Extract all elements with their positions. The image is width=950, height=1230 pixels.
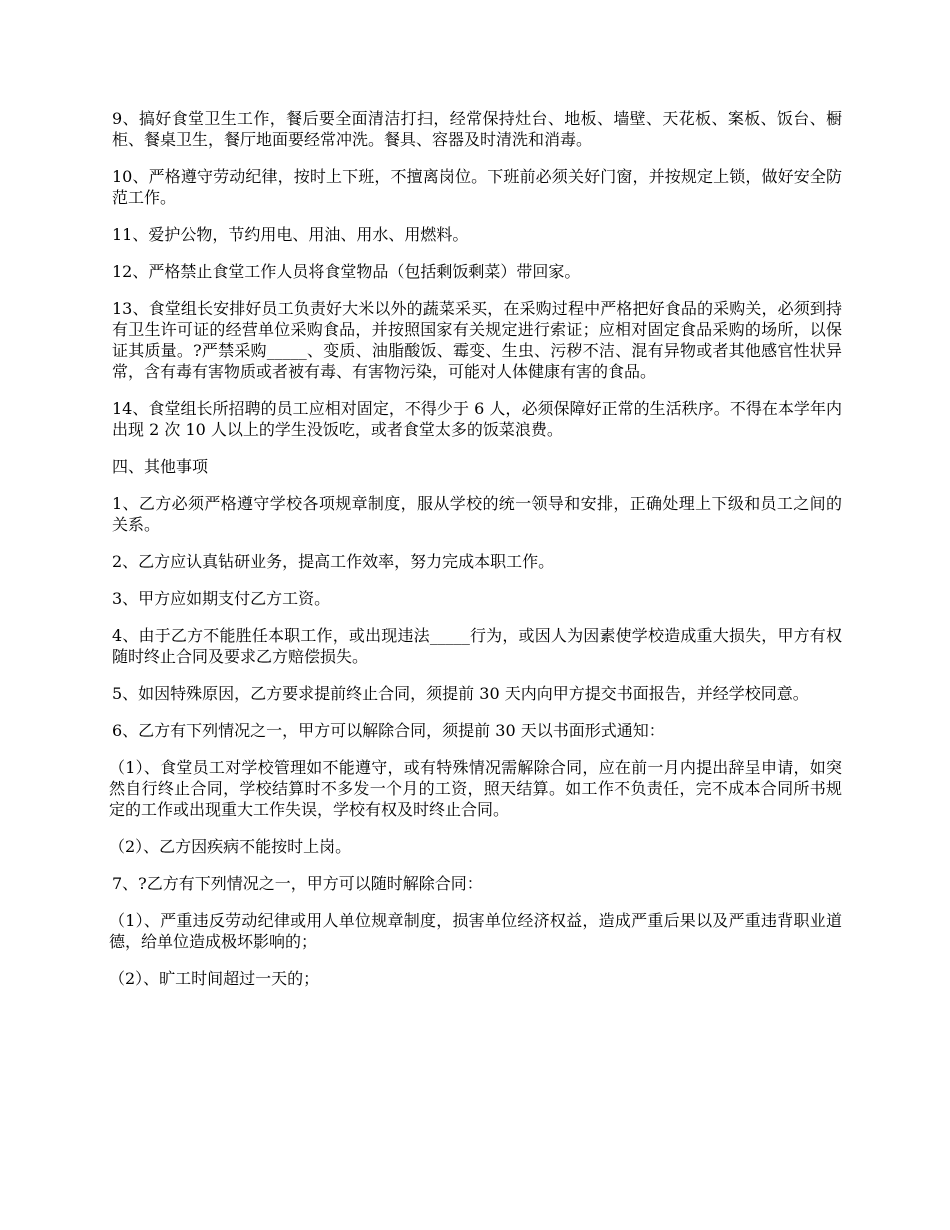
section-heading-other-matters: 四、其他事项: [112, 457, 209, 476]
other-item-7: 7、?乙方有下列情况之一，甲方可以随时解除合同：: [112, 874, 483, 893]
clause-10: 10、严格遵守劳动纪律，按时上下班，不擅离岗位。下班前必须关好门窗，并按规定上锁，做好安全防范工作。: [112, 167, 842, 207]
other-item-4: 4、由于乙方不能胜任本职工作，或出现违法_____行为，或因人为因素使学校造成重大损失，甲方有权随时终止合同及要求乙方赔偿损失。: [112, 626, 842, 666]
other-item-7-sub-1: （1）、严重违反劳动纪律或用人单位规章制度，损害单位经济权益，造成严重后果以及严重违背职业道德，给单位造成极坏影响的；: [109, 911, 842, 951]
clause-14: 14、食堂组长所招聘的员工应相对固定，不得少于 6 人，必须保障好正常的生活秩序。不得在本学年内出现 2 次 10 人以上的学生没饭吃，或者食堂太多的饭菜浪费。: [112, 399, 842, 439]
clause-13: 13、食堂组长安排好员工负责好大米以外的蔬菜采买，在采购过程中严格把好食品的采购关，必须到持有卫生许可证的经营单位采购食品，并按照国家有关规定进行索证；应相对固定食品采购的场所，以保证其质量。?严禁采购_____、变质、油脂酸饭、霉变、生虫、污秽不洁、混有异物或者其他感官性状异常，含有毒有害物质或者被有毒、有害物污染，可能对人体健康有害的食品。: [112, 299, 842, 381]
clause-11: 11、爱护公物，节约用电、用油、用水、用燃料。: [112, 225, 469, 244]
other-item-6-sub-1: （1）、食堂员工对学校管理如不能遵守，或有特殊情况需解除合同，应在前一月内提出辞呈申请，如突然自行终止合同，学校结算时不多发一个月的工资，照天结算。如工作不负责任，完不成本合同所书规定的工作或出现重大工作失误，学校有权及时终止合同。: [109, 758, 842, 819]
other-item-2: 2、乙方应认真钻研业务，提高工作效率，努力完成本职工作。: [112, 552, 555, 571]
other-item-1: 1、乙方必须严格遵守学校各项规章制度，服从学校的统一领导和安排，正确处理上下级和员工之间的关系。: [112, 494, 842, 534]
clause-12: 12、严格禁止食堂工作人员将食堂物品（包括剩饭剩菜）带回家。: [112, 262, 581, 281]
other-item-3: 3、甲方应如期支付乙方工资。: [112, 589, 331, 608]
document-page: [109, 108, 842, 1005]
other-item-5: 5、如因特殊原因，乙方要求提前终止合同，须提前 30 天内向甲方提交书面报告，并经学校同意。: [112, 684, 809, 703]
clause-9: 9、搞好食堂卫生工作，餐后要全面清洁打扫，经常保持灶台、地板、墙壁、天花板、案板、饭台、橱柜、餐桌卫生，餐厅地面要经常冲洗。餐具、容器及时清洗和消毒。: [112, 109, 842, 149]
other-item-6: 6、乙方有下列情况之一，甲方可以解除合同，须提前 30 天以书面形式通知：: [112, 721, 665, 740]
other-item-7-sub-2: （2）、旷工时间超过一天的；: [109, 969, 320, 988]
other-item-6-sub-2: （2）、乙方因疾病不能按时上岗。: [109, 837, 352, 856]
